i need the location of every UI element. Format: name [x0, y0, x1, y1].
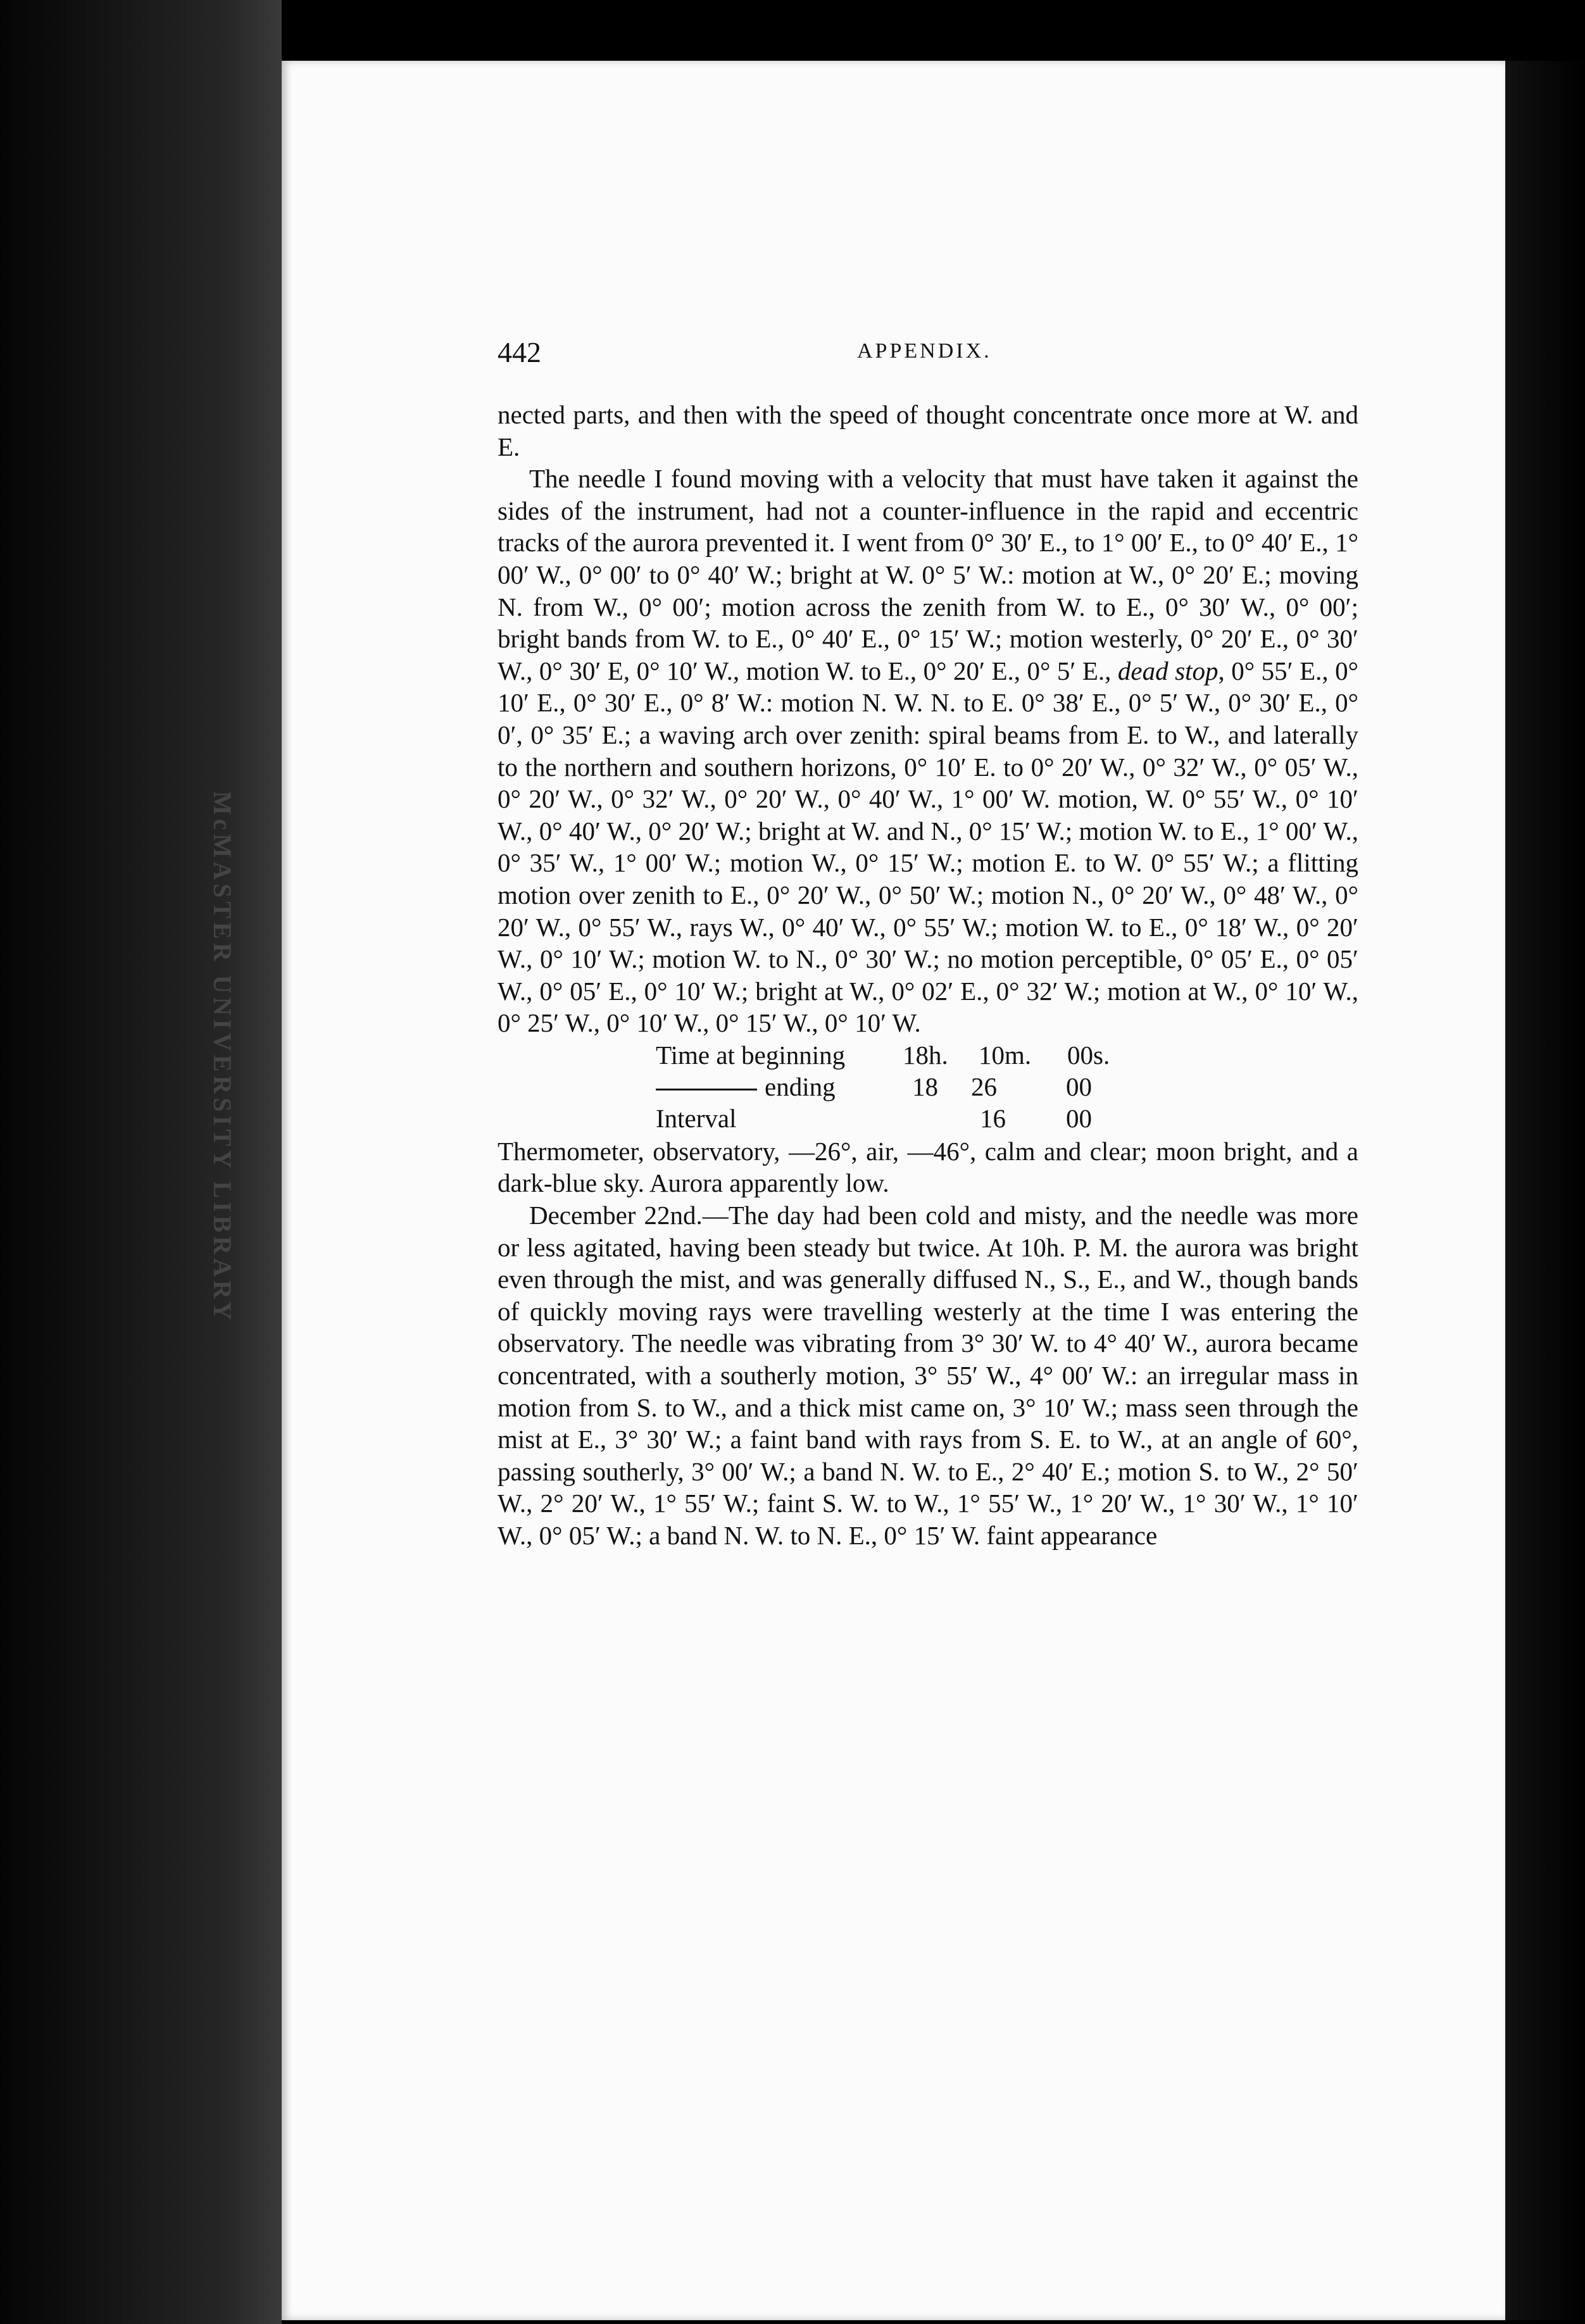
time-seconds-ending: 00: [1066, 1071, 1092, 1101]
ditto-dash: [656, 1089, 757, 1090]
paragraph-thermometer: Thermometer, observatory, —26°, air, —46°, calm and clear; moon bright, and a dark-blue sky. Aurora apparently low.: [498, 1136, 1358, 1198]
library-stamp: McMASTER UNIVERSITY LIBRARY: [208, 791, 237, 1324]
time-label-beginning: Time at beginning: [656, 1040, 846, 1070]
paragraph-december: December 22nd.—The day had been cold and misty, and the needle was more or less agitated, having been steady but twice. At 10h. P. M. the aurora was bright even through the mist, and was generally diffused N., S., E., and W., though bands of quickly moving rays were travelling westerly at the time I was entering the observatory. The needle was vibrating from 3° 30′ W. to 4° 40′ W., aurora became concentrated, with a southerly motion, 3° 55′ W., 4° 00′ W.: an irregular mass in motion from S. to W., and a thick mist came on, 3° 10′ W.; mass seen through the mist at E., 3° 30′ W.; a faint band with rays from S. E. to W., at an angle of 60°, passing southerly, 3° 00′ W.; a band N. W. to E., 2° 40′ E.; motion S. to W., 2° 50′ W., 2° 20′ W., 1° 55′ W.; faint S. W. to W., 1° 55′ W., 1° 20′ W., 1° 30′ W., 1° 10′ W., 0° 05′ W.; a band N. W. to N. E., 0° 15′ W. faint appearance: [498, 1201, 1358, 1550]
paragraph-needle-part1: The needle I found moving with a velocity that must have taken it against the sides of the instrument, had not a counter-influence in the rapid and eccentric tracks of the aurora prevented it. I went from 0° 30′ E., to 1° 00′ E., to 0° 40′ E., 1° 00′ W., 0° 00′ to 0° 40′ W.; bright at W. 0° 5′ W.: motion at W., 0° 20′ E.; moving N. from W., 0° 00′; motion across the zenith from W. to E., 0° 30′ W., 0° 00′; bright bands from W. to E., 0° 40′ E., 0° 15′ W.; motion westerly, 0° 20′ E., 0° 30′ W., 0° 30′ E, 0° 10′ W., motion W. to E., 0° 20′ E., 0° 5′ E.,: [498, 464, 1358, 685]
page-edge-shadow: [1505, 61, 1585, 2320]
paragraph-continued: nected parts, and then with the speed of thought concentrate once more at W. and E.: [498, 400, 1358, 461]
time-hours-ending: 18: [912, 1071, 938, 1101]
time-minutes-beginning: 10m.: [979, 1040, 1032, 1070]
time-minutes-interval: 16: [980, 1103, 1006, 1133]
page-number: 442: [498, 336, 541, 368]
book-spine: [0, 0, 282, 2324]
time-seconds-beginning: 00s.: [1067, 1040, 1110, 1070]
body-text: [498, 399, 1358, 1552]
time-minutes-ending: 26: [971, 1071, 997, 1101]
time-seconds-interval: 00: [1066, 1103, 1092, 1133]
italic-dead-stop: dead stop: [1117, 656, 1219, 685]
time-table: [498, 1039, 1358, 1135]
time-label-ending: ending: [765, 1071, 836, 1101]
paragraph-needle: [498, 463, 1358, 1039]
page-header: [498, 335, 1358, 373]
time-hours-beginning: 18h.: [903, 1040, 948, 1070]
running-head: APPENDIX.: [857, 339, 992, 363]
time-label-interval: Interval: [656, 1103, 737, 1133]
paragraph-needle-part2: , 0° 55′ E., 0° 10′ E., 0° 30′ E., 0° 8′ W.: motion N. W. N. to E. 0° 38′ E., 0° 5′ W., 0° 30′ E., 0° 0′, 0° 35′ E.; a waving arch over zenith: spiral beams from E. to W., and laterally to the northern and southern horizons, 0° 10′ E. to 0° 20′ W., 0° 32′ W., 0° 05′ W., 0° 20′ W., 0° 32′ W., 0° 20′ W., 0° 40′ W., 1° 00′ W. motion, W. 0° 55′ W., 0° 10′ W., 0° 40′ W., 0° 20′ W.; bright at W. and N., 0° 15′ W.; motion W. to E., 1° 00′ W., 0° 35′ W., 1° 00′ W.; motion W., 0° 15′ W.; motion E. to W. 0° 55′ W.; a flitting motion over zenith to E., 0° 20′ W., 0° 50′ W.; motion N., 0° 20′ W., 0° 48′ W., 0° 20′ W., 0° 55′ W., rays W., 0° 40′ W., 0° 55′ W.; motion W. to E., 0° 18′ W., 0° 20′ W., 0° 10′ W.; motion W. to N., 0° 30′ W.; no motion perceptible, 0° 05′ E., 0° 05′ W., 0° 05′ E., 0° 10′ W.; bright at W., 0° 02′ E., 0° 32′ W.; motion at W., 0° 10′ W., 0° 25′ W., 0° 10′ W., 0° 15′ W., 0° 10′ W.: [498, 656, 1358, 1038]
